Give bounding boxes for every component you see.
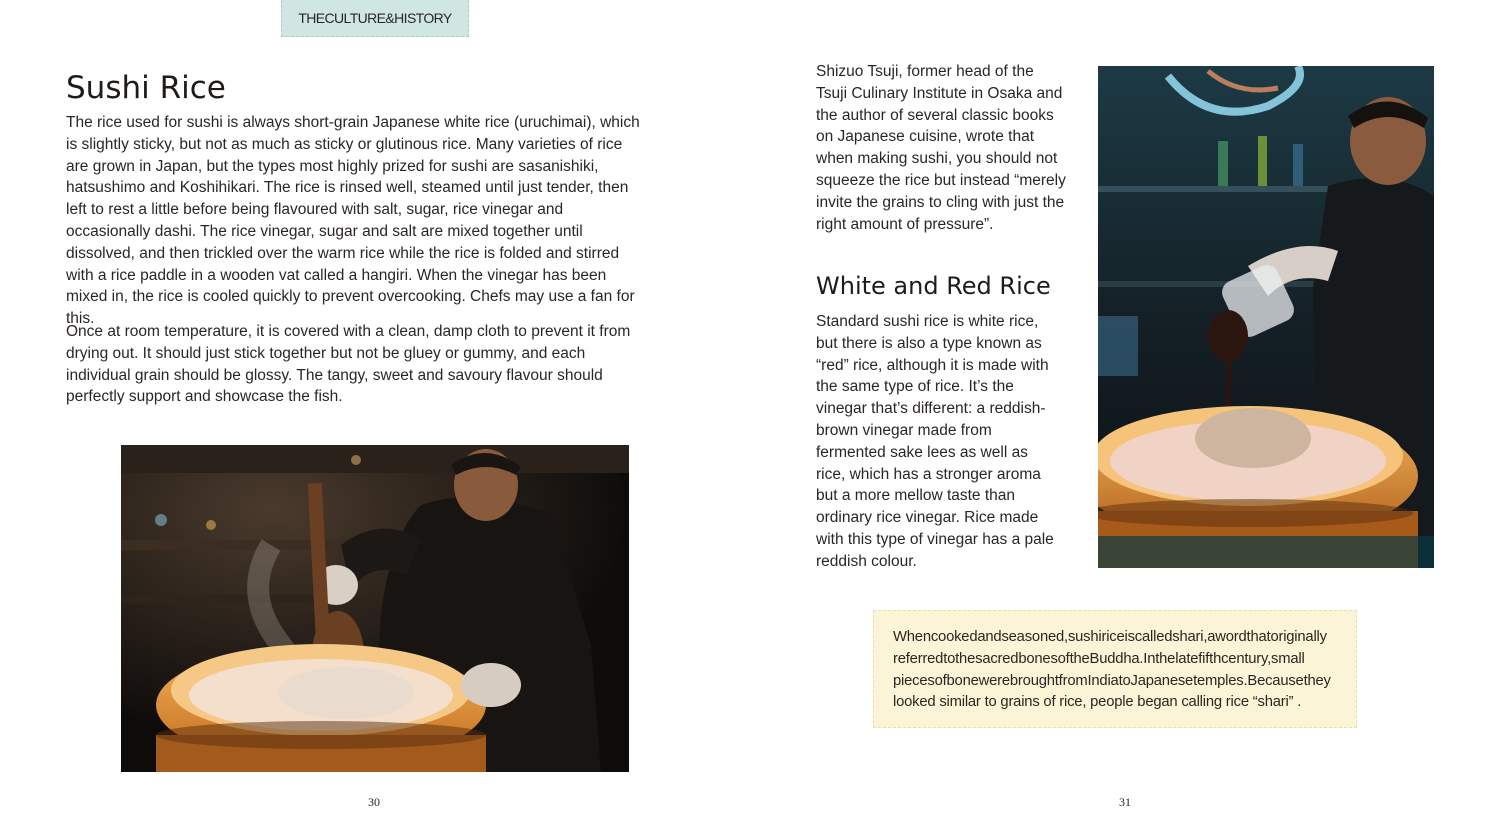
page-number-right: 31 xyxy=(1119,795,1131,809)
chef-mixing-rice-photo xyxy=(121,445,629,772)
callout-box xyxy=(873,610,1357,728)
section-subtitle: White and Red Rice xyxy=(816,272,1051,300)
chef-mixing-rice-illustration xyxy=(121,445,629,772)
body-paragraph-1: The rice used for sushi is always short-grain Japanese white rice (uruchimai), which is slightly sticky, but not as much as sticky or glutinous rice. Many varieties of rice are grown in Japan, but the types most highly prized for sushi are sasanishiki, hatsushimo and Koshihikari. The rice is rinsed well, steamed until just tender, then left to rest a little before being flavoured with salt, sugar, rice vinegar and occasionally dashi. The rice vinegar, sugar and salt are mixed together until dissolved, and then trickled over the warm rice while the rice is folded and stirred with a rice paddle in a wooden vat called a hangiri. When the vinegar has been mixed in, the rice is cooled quickly to prevent overcooking. Chefs may use a fan for this. xyxy=(66,114,640,328)
chef-pouring-vinegar-illustration xyxy=(1098,66,1434,568)
callout-text: Whencookedandseasoned,sushiriceiscalledshari,awordthatoriginally referredtothesacredbonesoftheBuddha.Inthelatefifthcentury,small piecesofbonewerebroughtfromIndiatoJapanesetemples.Becausethey looked similar to grains of rice, people began calling rice “shari” . xyxy=(893,629,1331,711)
chef-pouring-vinegar-photo xyxy=(1098,66,1434,568)
body-paragraph-3: Shizuo Tsuji, former head of the Tsuji Culinary Institute in Osaka and the author of several classic books on Japanese cuisine, wrote that when making sushi, you should not squeeze the rice but instead “merely invite the grains to cling with just the right amount of pressure”. xyxy=(816,63,1066,233)
page-number-left: 30 xyxy=(368,795,380,809)
right-page xyxy=(750,0,1500,838)
body-paragraph-2: Once at room temperature, it is covered with a clean, damp cloth to prevent it from drying out. It should just stick together but not be gluey or gummy, and each individual grain should be glossy. The tangy, sweet and savoury flavour should perfectly support and showcase the fish. xyxy=(66,323,631,406)
body-paragraph-4: Standard sushi rice is white rice, but there is also a type known as “red” rice, although it is made with the same type of rice. It’s the vinegar that’s different: a reddish-brown vinegar made from fermented sake lees as well as rice, which has a stronger aroma but a more mellow taste than ordinary rice vinegar. Rice made with this type of vinegar has a pale reddish colour. xyxy=(816,313,1054,570)
section-tab: THECULTURE&HISTORY xyxy=(281,0,469,37)
page-title: Sushi Rice xyxy=(66,70,226,106)
